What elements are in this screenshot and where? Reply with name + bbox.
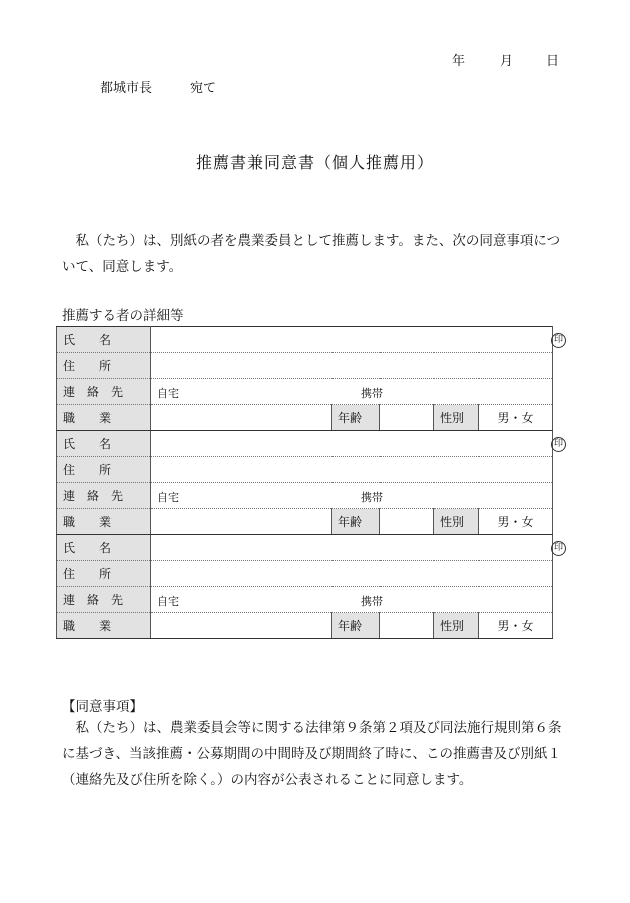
gender-options-1[interactable]: 男・女 [479,405,553,431]
age-field-1[interactable] [380,405,434,431]
address-field-2[interactable] [151,457,553,483]
address-field-1[interactable] [151,353,553,379]
date-day: 日 [546,54,560,69]
label-contact: 連 絡 先 [57,587,151,613]
consent-text: 私（たち）は、農業委員会等に関する法律第９条第２項及び同法施行規則第６条に基づき、当該推薦・公募期間の中間時及び期間終了時に、この推薦書及び別紙１（連絡先及び住所を除く。）の内容が公表されることに同意します。 [62,720,562,788]
section-label: 推薦する者の詳細等 [62,308,184,324]
label-address: 住 所 [57,353,151,379]
intro-text: 私（たち）は、別紙の者を農業委員として推薦します。また、次の同意事項について、同意します。 [62,233,561,275]
label-age: 年齢 [332,509,380,535]
row-name-3 [57,535,553,561]
mobile-label: 携帯 [361,491,383,504]
row-name-1 [57,327,553,353]
label-age: 年齢 [332,405,380,431]
label-address: 住 所 [57,457,151,483]
label-gender: 性別 [434,613,479,639]
label-occupation: 職 業 [57,509,151,535]
row-address-2 [57,457,553,483]
seal-icon: 印 [551,437,566,452]
intro-paragraph [62,228,562,280]
name-field-3[interactable] [151,535,563,561]
label-contact: 連 絡 先 [57,483,151,509]
contact-field-1[interactable] [151,379,553,405]
address-field-3[interactable] [151,561,553,587]
home-label: 自宅 [157,491,179,504]
date-year: 年 [452,54,466,69]
row-address-3 [57,561,553,587]
label-name: 氏 名 [57,535,151,561]
name-field-2[interactable] [151,431,563,457]
label-name: 氏 名 [57,431,151,457]
row-contact-2 [57,483,553,509]
label-gender: 性別 [434,509,479,535]
home-label: 自宅 [157,595,179,608]
row-name-2 [57,431,553,457]
name-field-1[interactable] [151,327,563,353]
contact-field-2[interactable] [151,483,553,509]
mobile-label: 携帯 [361,387,383,400]
row-occupation-3 [57,613,553,639]
addressee-name: 都城市長 [100,81,153,96]
label-contact: 連 絡 先 [57,379,151,405]
contact-field-3[interactable] [151,587,553,613]
occupation-field-2[interactable] [151,509,332,535]
recommender-table [56,326,563,639]
occupation-field-3[interactable] [151,613,332,639]
date-month: 月 [500,54,514,69]
seal-icon: 印 [551,333,566,348]
label-address: 住 所 [57,561,151,587]
row-occupation-1 [57,405,553,431]
label-occupation: 職 業 [57,405,151,431]
age-field-3[interactable] [380,613,434,639]
label-name: 氏 名 [57,327,151,353]
consent-paragraph [62,715,562,793]
addressee-suffix: 宛て [190,81,217,96]
seal-icon: 印 [551,541,566,556]
row-contact-3 [57,587,553,613]
label-gender: 性別 [434,405,479,431]
consent-heading: 【同意事項】 [62,699,143,715]
gender-options-2[interactable]: 男・女 [479,509,553,535]
page-title: 推薦書兼同意書（個人推薦用） [195,153,434,172]
row-contact-1 [57,379,553,405]
gender-options-3[interactable]: 男・女 [479,613,553,639]
row-address-1 [57,353,553,379]
occupation-field-1[interactable] [151,405,332,431]
addressee [100,77,216,96]
mobile-label: 携帯 [361,595,383,608]
row-occupation-2 [57,509,553,535]
label-occupation: 職 業 [57,613,151,639]
date-line [452,50,559,69]
label-age: 年齢 [332,613,380,639]
age-field-2[interactable] [380,509,434,535]
home-label: 自宅 [157,387,179,400]
